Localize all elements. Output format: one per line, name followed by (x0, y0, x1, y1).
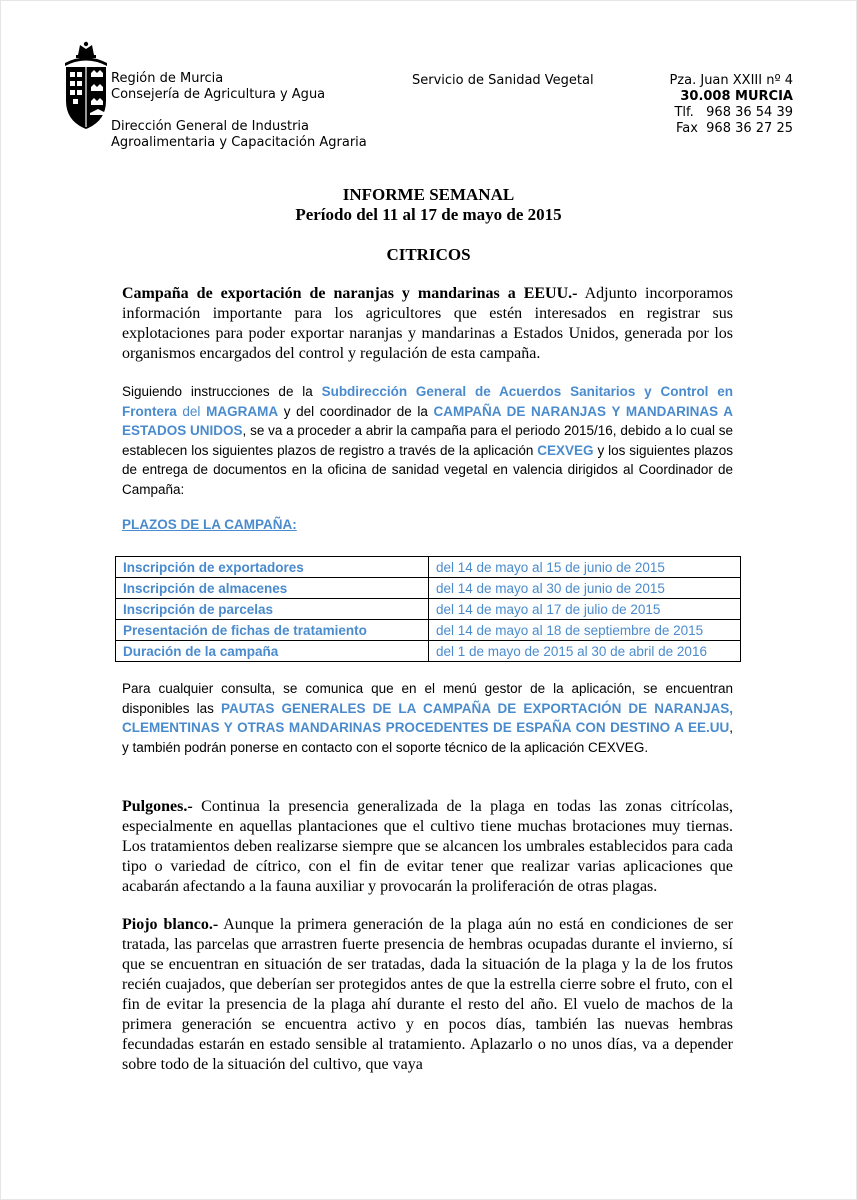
report-period: Período del 11 al 17 de mayo de 2015 (295, 205, 562, 224)
instr-del: del (176, 403, 207, 419)
instr-t1: Siguiendo instrucciones de la (122, 384, 322, 399)
plazo-period: del 14 de mayo al 18 de septiembre de 2015 (429, 620, 741, 641)
plazo-period: del 14 de mayo al 15 de junio de 2015 (429, 557, 741, 578)
phone: Tlf. 968 36 54 39 (674, 105, 793, 120)
instr-magrama: MAGRAMA (206, 403, 279, 419)
plazo-label: Duración de la campaña (116, 641, 429, 662)
export-heading: Campaña de exportación de naranjas y mandarinas a EEUU.- (122, 285, 578, 302)
consulta-t2: , y también podrán ponerse en contacto con el soporte técnico de la aplicación CEXVEG. (122, 720, 733, 755)
dept-line-1: Dirección General de Industria (111, 119, 310, 134)
plazo-label: Inscripción de parcelas (116, 599, 429, 620)
report-title: INFORME SEMANAL (342, 185, 515, 204)
export-paragraph (122, 284, 733, 364)
export-text: Adjunto incorporamos información importante para los agricultores que estén interesados en registrar sus explotaciones para poder exportar naranjas y mandarinas a Estados Unidos, generada por los organismos encargados del control y regulación de esta campaña. (122, 285, 733, 362)
instructions-paragraph (122, 382, 733, 499)
consulta-pautas: PAUTAS GENERALES DE LA CAMPAÑA DE EXPORTACIÓN DE NARANJAS, CLEMENTINAS Y OTRAS MANDARINAS PROCEDENTES DE ESPAÑA CON DESTINO A EE.UU (122, 700, 733, 735)
plazo-label: Presentación de fichas de tratamiento (116, 620, 429, 641)
instr-cexveg: CEXVEG (537, 442, 594, 458)
address-line-1: Pza. Juan XXIII nº 4 (669, 73, 793, 88)
plazos-heading: PLAZOS DE LA CAMPAÑA: (122, 517, 297, 532)
instr-t3: , se va a proceder a abrir la campaña para el periodo 2015/16, debido a lo cual se establecen los siguientes plazos de registro a través de la aplicación (122, 423, 733, 458)
plazo-period: del 14 de mayo al 30 de junio de 2015 (429, 578, 741, 599)
plazo-label: Inscripción de almacenes (116, 578, 429, 599)
table-row (116, 641, 741, 662)
header-organization (111, 71, 367, 151)
consulta-t1: Para cualquier consulta, se comunica que en el menú gestor de la aplicación, se encuentran disponibles las (122, 681, 733, 716)
instr-t2: y del coordinador de la (278, 403, 434, 419)
table-row (116, 599, 741, 620)
fax: Fax 968 36 27 25 (675, 121, 793, 136)
instr-t4: y los siguientes plazos de entrega de documentos en la oficina de sanidad vegetal en valencia dirigidos al Coordinador de Campaña: (122, 442, 733, 497)
instr-campana: CAMPAÑA DE NARANJAS Y MANDARINAS A ESTADOS UNIDOS (122, 403, 733, 438)
plazo-period: del 1 de mayo de 2015 al 30 de abril de 2016 (429, 641, 741, 662)
org-line-1: Región de Murcia (111, 71, 224, 86)
header-contact (669, 73, 793, 137)
plazo-period: del 14 de mayo al 17 de julio de 2015 (429, 599, 741, 620)
piojo-paragraph (122, 915, 733, 1075)
pulgones-paragraph (122, 797, 733, 897)
table-row (116, 557, 741, 578)
table-row (116, 620, 741, 641)
coat-of-arms-logo (62, 41, 110, 131)
org-line-2: Consejería de Agricultura y Agua (111, 87, 326, 102)
header-service: Servicio de Sanidad Vegetal (412, 73, 594, 88)
table-row (116, 578, 741, 599)
instr-subdireccion: Subdirección General de Acuerdos Sanitarios y Control en Frontera (122, 384, 733, 419)
plazo-label: Inscripción de exportadores (116, 557, 429, 578)
piojo-text: Aunque la primera generación de la plaga aún no está en condiciones de ser tratada, las parcelas que arrastren fuerte presencia de hembras ocupadas durante el invierno, sí que se encuentran en situación de ser tratadas, dada la situación de la plaga y la de los frutos recién cuajados, que deberían ser protegidos antes de que la estrella cierre sobre el fruto, con el fin de evitar la presencia de la plaga ahí durante el resto del año. El vuelo de machos de la primera generación se encuentra activo y en pocos días, también las nuevas hembras fecundadas estarán en estado sensible al tratamiento. Aplazarlo o no unos días, va a depender sobre todo de la situación del cultivo, que vaya (122, 916, 733, 1073)
dept-line-2: Agroalimentaria y Capacitación Agraria (111, 135, 367, 150)
piojo-heading: Piojo blanco.- (122, 916, 219, 933)
consulta-paragraph (122, 679, 733, 757)
plazos-table (115, 556, 741, 662)
section-title: CITRICOS (386, 245, 471, 264)
pulgones-text: Continua la presencia generalizada de la plaga en todas las zonas citrícolas, especialmente en aquellas plantaciones que el cultivo tiene muchas brotaciones muy tiernas. Los tratamientos deben realizarse siempre que se alcancen los umbrales establecidos para cada tipo o variedad de cítrico, con el fin de evitar tener que realizar varias aplicaciones que acabarán afectando a la fauna auxiliar y provocarán la proliferación de otras plagas. (122, 798, 733, 895)
pulgones-heading: Pulgones.- (122, 798, 193, 815)
address-line-2: 30.008 MURCIA (680, 89, 793, 104)
